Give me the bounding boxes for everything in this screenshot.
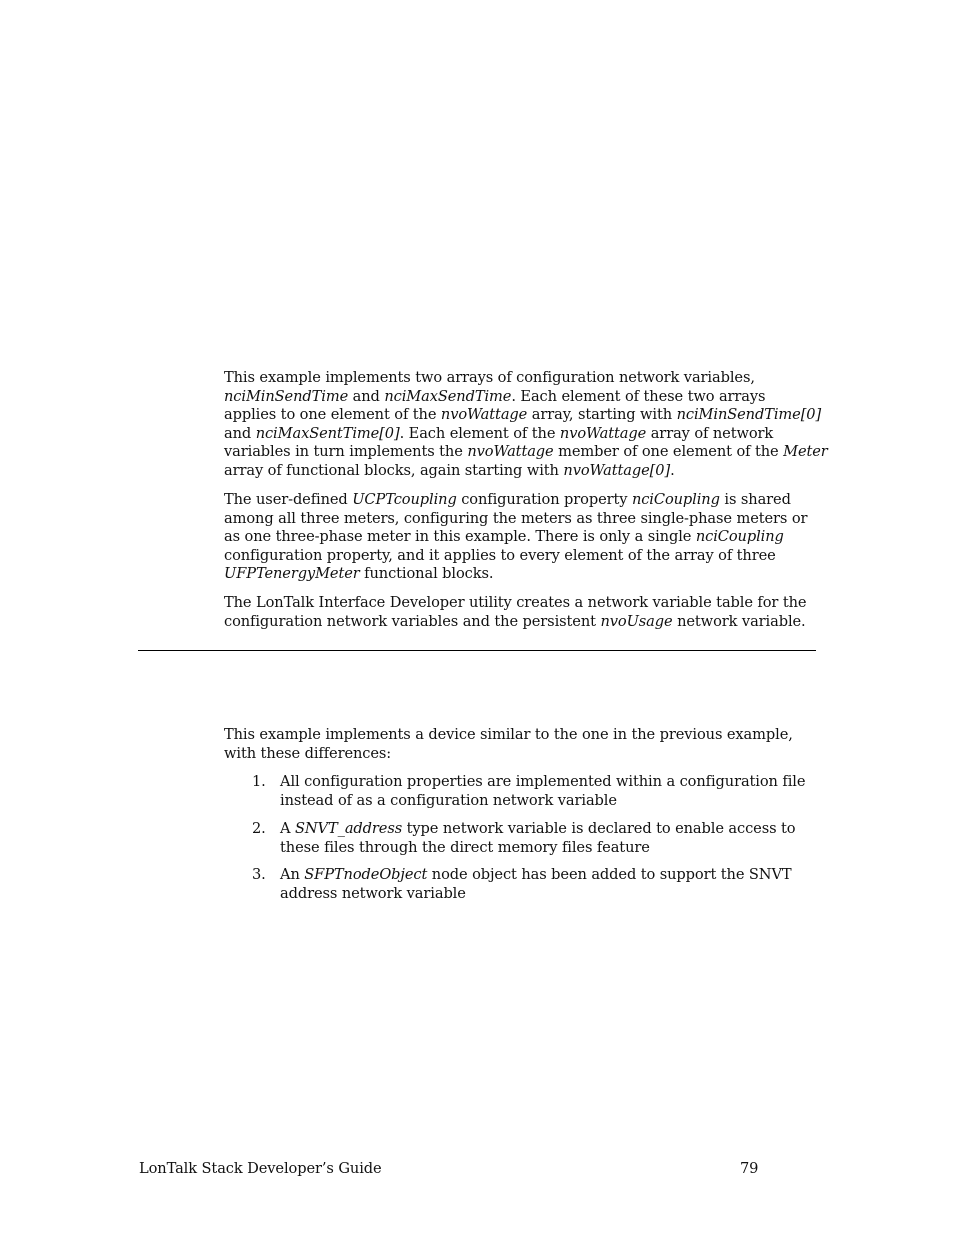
code-term: nvoWattage[0] [563,461,671,479]
text-line [224,613,824,632]
code-term: nciMinSendTime [224,387,349,405]
text-run: . [670,461,675,479]
code-term: UFPTenergyMeter [224,565,360,583]
text-run: A [280,820,295,837]
text-run: and [348,387,385,405]
text-line: address network variable [280,884,466,902]
text-run: array of network [646,424,774,442]
text-line: among all three meters, configuring the meters as three single-phase meters or [224,509,808,527]
text-line [280,820,840,839]
text-line [224,425,824,444]
list-text [280,820,840,857]
code-term: SNVT_address [294,820,403,837]
text-line [224,443,828,462]
code-term: nvoWattage [559,424,647,442]
paragraph-config-network-variables [224,369,828,481]
code-term: nciCoupling [695,528,784,546]
list-number: 2. [252,820,266,837]
text-run: . Each element of the [399,424,560,442]
paragraph-coupling-property [224,491,824,584]
text-line: The LonTalk Interface Developer utility creates a network variable table for the [224,594,807,611]
text-run: member of one element of the [553,443,784,461]
text-run: network variable. [672,612,806,630]
text-line [224,462,824,481]
text-run: The user-defined [224,491,353,508]
code-term: SFPTnodeObject [304,866,428,883]
text-run: array, starting with [527,406,677,424]
text-line: All configuration properties are implemented within a configuration file [280,773,806,790]
text-line: This example implements a device similar to the one in the previous example, [224,726,793,743]
footer-title: LonTalk Stack Developer’s Guide [139,1160,382,1177]
text-line [224,491,824,510]
text-run: node object has been added to support the SNVT [427,866,792,883]
code-term: nciMaxSendTime [384,387,512,405]
text-line [224,565,824,584]
text-line [224,406,824,425]
text-run: functional blocks. [359,565,494,583]
paragraph-network-variable-table [224,594,824,631]
code-term: nciMinSendTime[0] [676,406,822,424]
list-text [280,866,840,903]
text-run: as one three-phase meter in this example. There is only a single [224,528,696,546]
list-text [280,773,840,810]
text-line [224,528,824,547]
text-line: configuration property, and it applies to every element of the array of three [224,546,776,564]
list-number: 1. [252,773,266,790]
text-run: An [280,866,305,883]
code-term: UCPTcoupling [352,491,457,508]
text-run: variables in turn implements the [224,443,468,461]
text-run: . Each element of these two arrays [511,387,766,405]
code-term: nvoWattage [467,443,554,461]
text-run: type network variable is declared to enable access to [402,820,796,837]
text-run: and [224,424,256,442]
code-term: Meter [783,443,828,461]
text-line [224,388,824,407]
text-line: with these differences: [224,744,392,762]
text-line [280,866,840,885]
paragraph-example-intro [224,726,824,763]
text-run: is shared [719,491,791,508]
list-number: 3. [252,866,266,883]
text-run: configuration network variables and the persistent [224,612,601,630]
code-term: nciMaxSentTime[0] [255,424,400,442]
code-term: nciCoupling [631,491,720,508]
code-term: nvoUsage [600,612,673,630]
section-divider [138,650,816,651]
text-run: array of functional blocks, again starting with [224,461,564,479]
text-line: these files through the direct memory files feature [280,838,650,856]
text-run: applies to one element of the [224,406,441,424]
text-run: configuration property [456,491,632,508]
footer-page-number: 79 [740,1160,759,1177]
text-line: This example implements two arrays of configuration network variables, [224,369,755,386]
text-line: instead of as a configuration network variable [280,791,617,809]
code-term: nvoWattage [440,406,528,424]
